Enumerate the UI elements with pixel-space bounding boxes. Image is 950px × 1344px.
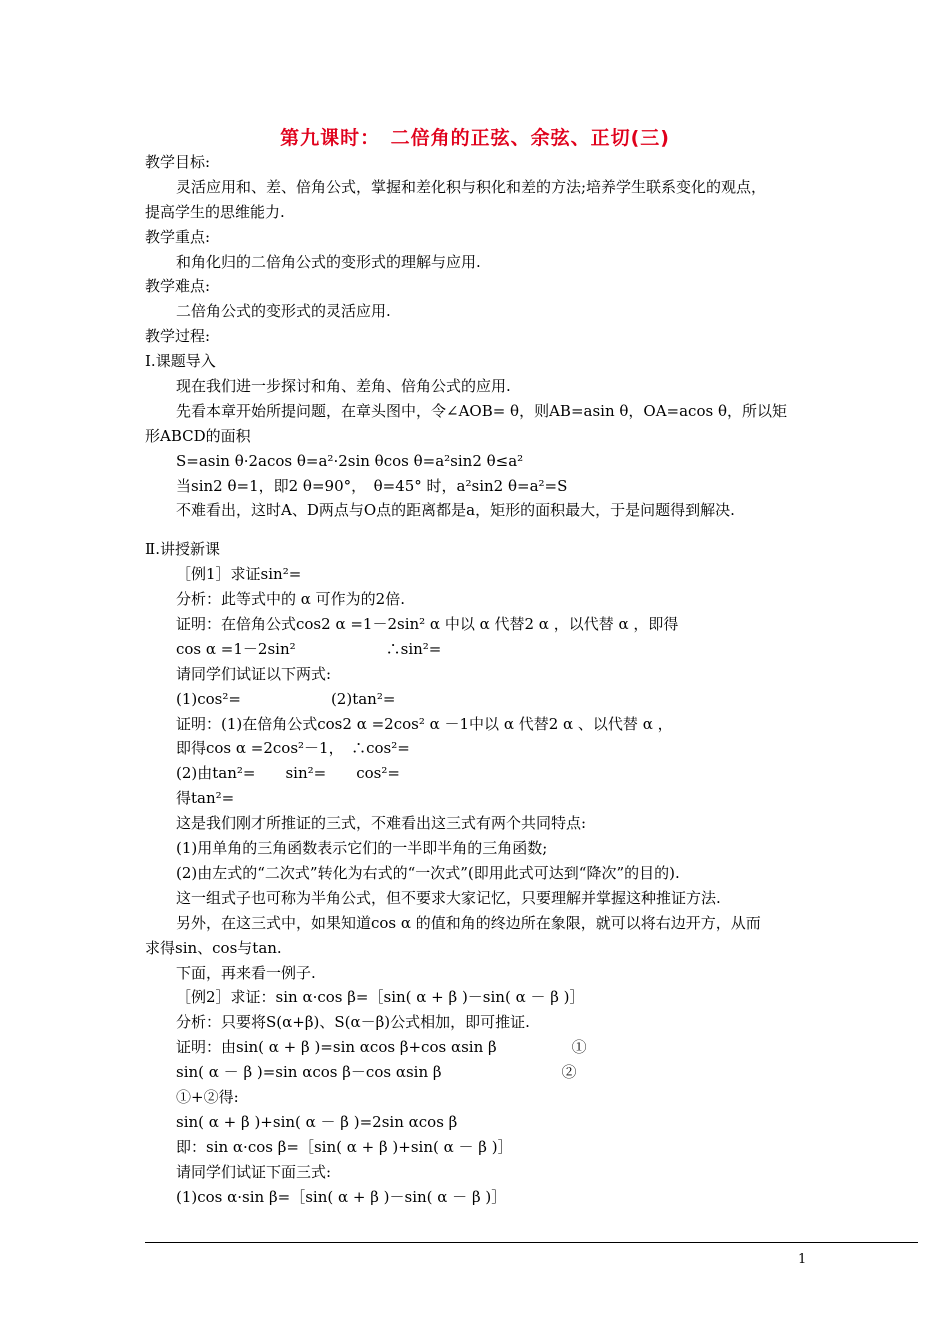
section-heading: 教学重点:	[145, 227, 211, 246]
text-line: 求得sin、cos与tan.	[145, 938, 282, 957]
text-line: 现在我们进一步探讨和角、差角、倍角公式的应用.	[176, 377, 511, 396]
text-line: 证明：在倍角公式cos2 α =1－2sin² α 中以 α 代替2 α ，以代替 α ，即得	[176, 615, 679, 634]
text-line: (1)用单角的三角函数表示它们的一半即半角的三角函数;	[176, 839, 548, 858]
footer-rule	[145, 1242, 918, 1243]
text-line: 二倍角公式的变形式的灵活应用.	[176, 302, 391, 321]
formula-line: S=asin θ·2acos θ=a²·2sin θcos θ=a²sin2 θ≤a²	[176, 451, 524, 470]
formula-line: 即：sin α·cos β=［sin( α + β )+sin( α － β )］	[176, 1137, 513, 1156]
formula-line: sin( α － β )=sin αcos β－cos αsin β ②	[176, 1063, 577, 1082]
text-line: 另外，在这三式中，如果知道cos α 的值和角的终边所在象限，就可以将右边开方，从而	[176, 913, 761, 932]
formula-line: (1)cos α·sin β=［sin( α + β )－sin( α － β )］	[176, 1187, 507, 1206]
section-heading: Ⅰ.课题导入	[145, 352, 216, 371]
text-line: 证明：(1)在倍角公式cos2 α =2cos² α －1中以 α 代替2 α 、以代替 α ，	[176, 714, 673, 733]
text-line: 分析：只要将S(α+β)、S(α－β)公式相加，即可推证.	[176, 1013, 530, 1032]
text-line: ［例1］求证sin²=	[176, 565, 302, 584]
text-line: 这一组式子也可称为半角公式，但不要求大家记忆，只要理解并掌握这种推证方法.	[176, 888, 721, 907]
text-line: 这是我们刚才所推证的三式，不难看出这三式有两个共同特点:	[176, 814, 587, 833]
text-line: 灵活应用和、差、倍角公式，掌握和差化积与积化和差的方法;培养学生联系变化的观点，	[176, 177, 767, 196]
formula-line: 即得cos α =2cos²－1， ∴cos²=	[176, 739, 410, 758]
text-line: 形ABCD的面积	[145, 426, 251, 445]
text-line: 下面，再来看一例子.	[176, 963, 316, 982]
text-line: ［例2］求证：sin α·cos β=［sin( α + β )－sin( α － β )］	[176, 988, 585, 1007]
text-line: 先看本章开始所提问题，在章头图中，令∠AOB= θ，则AB=asin θ，OA=acos θ，所以矩	[176, 401, 787, 420]
text-line: 和角化归的二倍角公式的变形式的理解与应用.	[176, 252, 481, 271]
section-heading: 教学难点:	[145, 277, 211, 296]
formula-line: cos α =1－2sin² ∴sin²=	[176, 639, 442, 658]
document-body	[145, 150, 815, 1209]
text-line: 提高学生的思维能力.	[145, 202, 285, 221]
text-line: ①+②得:	[176, 1087, 239, 1106]
section-heading: 教学目标:	[145, 153, 211, 171]
formula-line: (1)cos²= (2)tan²=	[176, 689, 396, 708]
text-line: 请同学们试证下面三式:	[176, 1162, 332, 1181]
formula-line: (2)由tan²= sin²= cos²=	[176, 764, 400, 783]
text-line: 不难看出，这时A、D两点与O点的距离都是a，矩形的面积最大，于是问题得到解决.	[176, 501, 735, 520]
formula-line: sin( α + β )+sin( α － β )=2sin αcos β	[176, 1112, 458, 1131]
section-heading: Ⅱ.讲授新课	[145, 540, 220, 559]
section-heading: 教学过程:	[145, 327, 211, 346]
text-line: (2)由左式的“二次式”转化为右式的“一次式”(即用此式可达到“降次”的目的).	[176, 863, 680, 882]
text-line: 请同学们试证以下两式:	[176, 664, 332, 683]
formula-line: 得tan²=	[176, 789, 235, 808]
formula-line: 证明：由sin( α + β )=sin αcos β+cos αsin β ①	[176, 1038, 587, 1057]
formula-line: 当sin2 θ=1，即2 θ=90°， θ=45° 时，a²sin2 θ=a²=S	[176, 476, 568, 495]
page-title: 第九课时： 二倍角的正弦、余弦、正切(三)	[280, 127, 670, 149]
page-number: 1	[798, 1252, 807, 1267]
text-line: 分析：此等式中的 α 可作为的2倍.	[176, 590, 405, 609]
